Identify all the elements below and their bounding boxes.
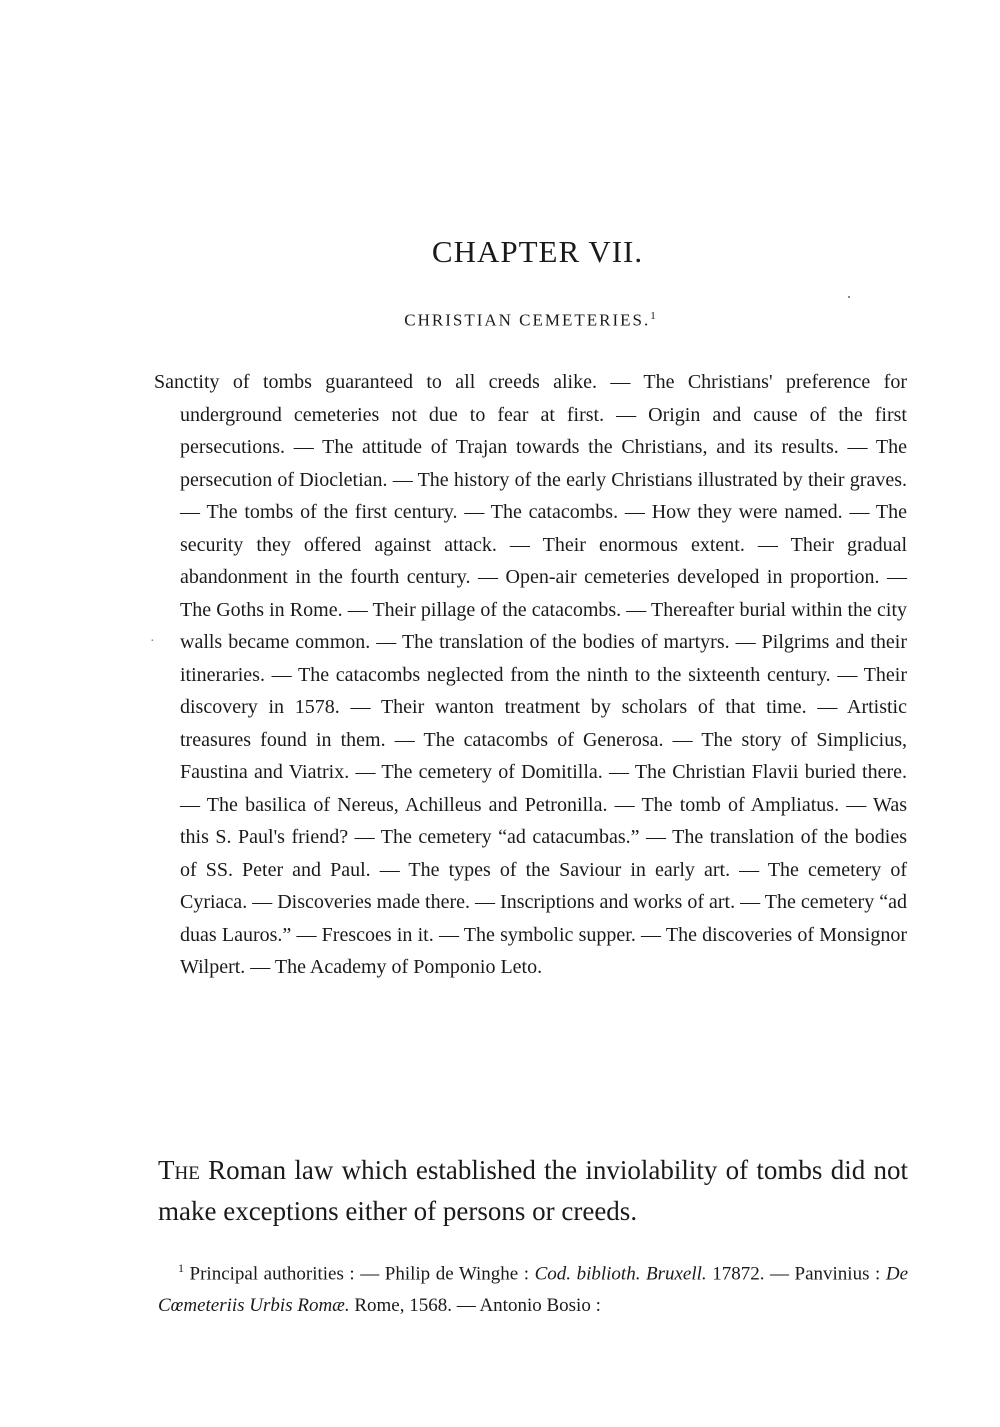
footnote-text-3: Rome, 1568. — Antonio Bosio :	[349, 1295, 601, 1317]
footnote-reference: 1	[650, 310, 656, 322]
opening-paragraph	[158, 1150, 908, 1232]
chapter-synopsis: Sanctity of tombs guaranteed to all creeds alike. — The Christians' preference for underground cemeteries not due to fear at first. — Origin and cause of the first persecutions. — The attitude of Trajan towards the Christians, and its results. — The persecution of Diocletian. — The history of the early Christians illustrated by their graves. — The tombs of the first century. — The catacombs. — How they were named. — The security they offered against attack. — Their enormous extent. — Their gradual abandonment in the fourth century. — Open-air cemeteries developed in proportion. — The Goths in Rome. — Their pillage of the catacombs. — Thereafter burial within the city walls became common. — The translation of the bodies of martyrs. — Pilgrims and their itineraries. — The catacombs neglected from the ninth to the sixteenth century. — Their discovery in 1578. — Their wanton treatment by scholars of that time. — Artistic treasures found in them. — The catacombs of Generosa. — The story of Simplicius, Faustina and Viatrix. — The cemetery of Domitilla. — The Christian Flavii buried there. — The basilica of Nereus, Achilleus and Petronilla. — The tomb of Ampliatus. — Was this S. Paul's friend? — The cemetery “ad catacumbas.” — The translation of the bodies of SS. Peter and Paul. — The types of the Saviour in early art. — The cemetery of Cyriaca. — Discoveries made there. — Inscriptions and works of art. — The cemetery “ad duas Lauros.” — Frescoes in it. — The symbolic supper. — The discoveries of Monsignor Wilpert. — The Academy of Pomponio Leto.	[154, 371, 907, 978]
chapter-subtitle-text: CHRISTIAN CEMETERIES.	[404, 310, 651, 330]
footnote-text-1: Principal authorities : — Philip de Winghe :	[184, 1263, 535, 1285]
chapter-subtitle	[0, 310, 1000, 331]
margin-mark: ·	[150, 634, 155, 649]
chapter-title: CHAPTER VII.	[431, 234, 644, 269]
footnote	[158, 1252, 908, 1322]
print-speck	[848, 296, 850, 298]
footnote-italic-1: Cod. biblioth. Bruxell.	[534, 1263, 707, 1285]
footnote-marker: 1	[178, 1261, 184, 1275]
opening-lead-word: The	[158, 1155, 200, 1185]
footnote-italic-2: De Cœmeteriis Urbis Romæ.	[158, 1263, 908, 1317]
footnote-text-2: 17872. — Panvinius :	[706, 1263, 886, 1285]
opening-text: Roman law which established the inviolability of tombs did not make exceptions either of persons or creeds.	[158, 1155, 908, 1226]
